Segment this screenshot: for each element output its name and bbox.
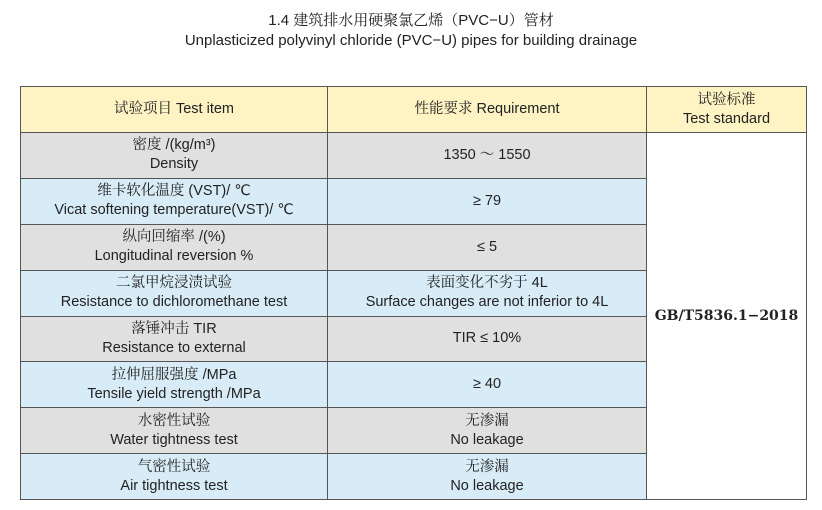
requirement-cell (328, 178, 647, 224)
header-test-item: 试验项目 Test item (21, 87, 328, 133)
requirement-value: 1350 ～ 1550 (443, 146, 531, 163)
requirement-cell (328, 133, 647, 179)
item-en: Tensile yield strength /MPa (87, 385, 261, 402)
table-row (21, 133, 807, 179)
item-zh: 二氯甲烷浸渍试验 (116, 275, 232, 292)
requirement-value: 无渗漏 (465, 412, 509, 429)
item-en: Air tightness test (120, 477, 228, 494)
requirement-cell (328, 224, 647, 270)
item-en: Resistance to dichloromethane test (60, 294, 288, 311)
item-zh: 落锤冲击 TIR (131, 320, 217, 337)
test-item-cell (21, 133, 328, 179)
header-test-standard (647, 87, 807, 133)
item-zh: 水密性试验 (137, 412, 211, 429)
item-en: Longitudinal reversion % (94, 248, 254, 265)
requirement-cell (328, 316, 647, 362)
requirement-cell (328, 408, 647, 454)
item-en: Density (149, 156, 199, 173)
requirement-value: ≥ 79 (472, 192, 502, 209)
test-item-cell (21, 316, 328, 362)
requirement-value: 表面变化不劣于 4L (426, 275, 548, 292)
requirement-value: TIR ≤ 10% (452, 330, 522, 347)
page-subtitle: Unplasticized polyvinyl chloride (PVC−U) pipes for building drainage (184, 32, 638, 49)
item-zh: 维卡软化温度 (VST)/ ℃ (97, 183, 251, 200)
page-title: 1.4 建筑排水用硬聚氯乙烯（PVC−U）管材 (268, 12, 554, 29)
requirement-cell (328, 270, 647, 316)
requirement-cell (328, 454, 647, 500)
header-standard-en: Test standard (682, 110, 771, 127)
test-table (20, 86, 807, 500)
header-requirement: 性能要求 Requirement (328, 87, 647, 133)
requirement-value: 无渗漏 (465, 458, 509, 475)
requirement-value-en: No leakage (450, 431, 524, 448)
test-item-cell (21, 362, 328, 408)
item-zh: 拉伸屈服强度 /MPa (111, 366, 237, 383)
requirement-value-en: Surface changes are not inferior to 4L (365, 294, 609, 311)
test-item-cell (21, 270, 328, 316)
test-item-cell (21, 178, 328, 224)
item-zh: 密度 /(kg/m³) (132, 137, 216, 154)
item-en: Vicat softening temperature(VST)/ ℃ (54, 202, 294, 219)
header-standard-zh: 试验标准 (697, 91, 756, 108)
item-zh: 气密性试验 (137, 458, 211, 475)
item-en: Resistance to external (102, 339, 246, 356)
test-item-cell (21, 224, 328, 270)
item-en: Water tightness test (110, 431, 238, 448)
requirement-cell (328, 362, 647, 408)
requirement-value: ≤ 5 (476, 238, 498, 255)
requirement-value-en: No leakage (450, 477, 524, 494)
test-item-cell (21, 454, 328, 500)
requirement-value: ≥ 40 (472, 376, 502, 393)
table-header-row (21, 87, 807, 133)
item-zh: 纵向回缩率 /(%) (122, 229, 226, 246)
test-item-cell (21, 408, 328, 454)
test-standard-cell: GB/T5836.1−2018 (647, 133, 807, 500)
